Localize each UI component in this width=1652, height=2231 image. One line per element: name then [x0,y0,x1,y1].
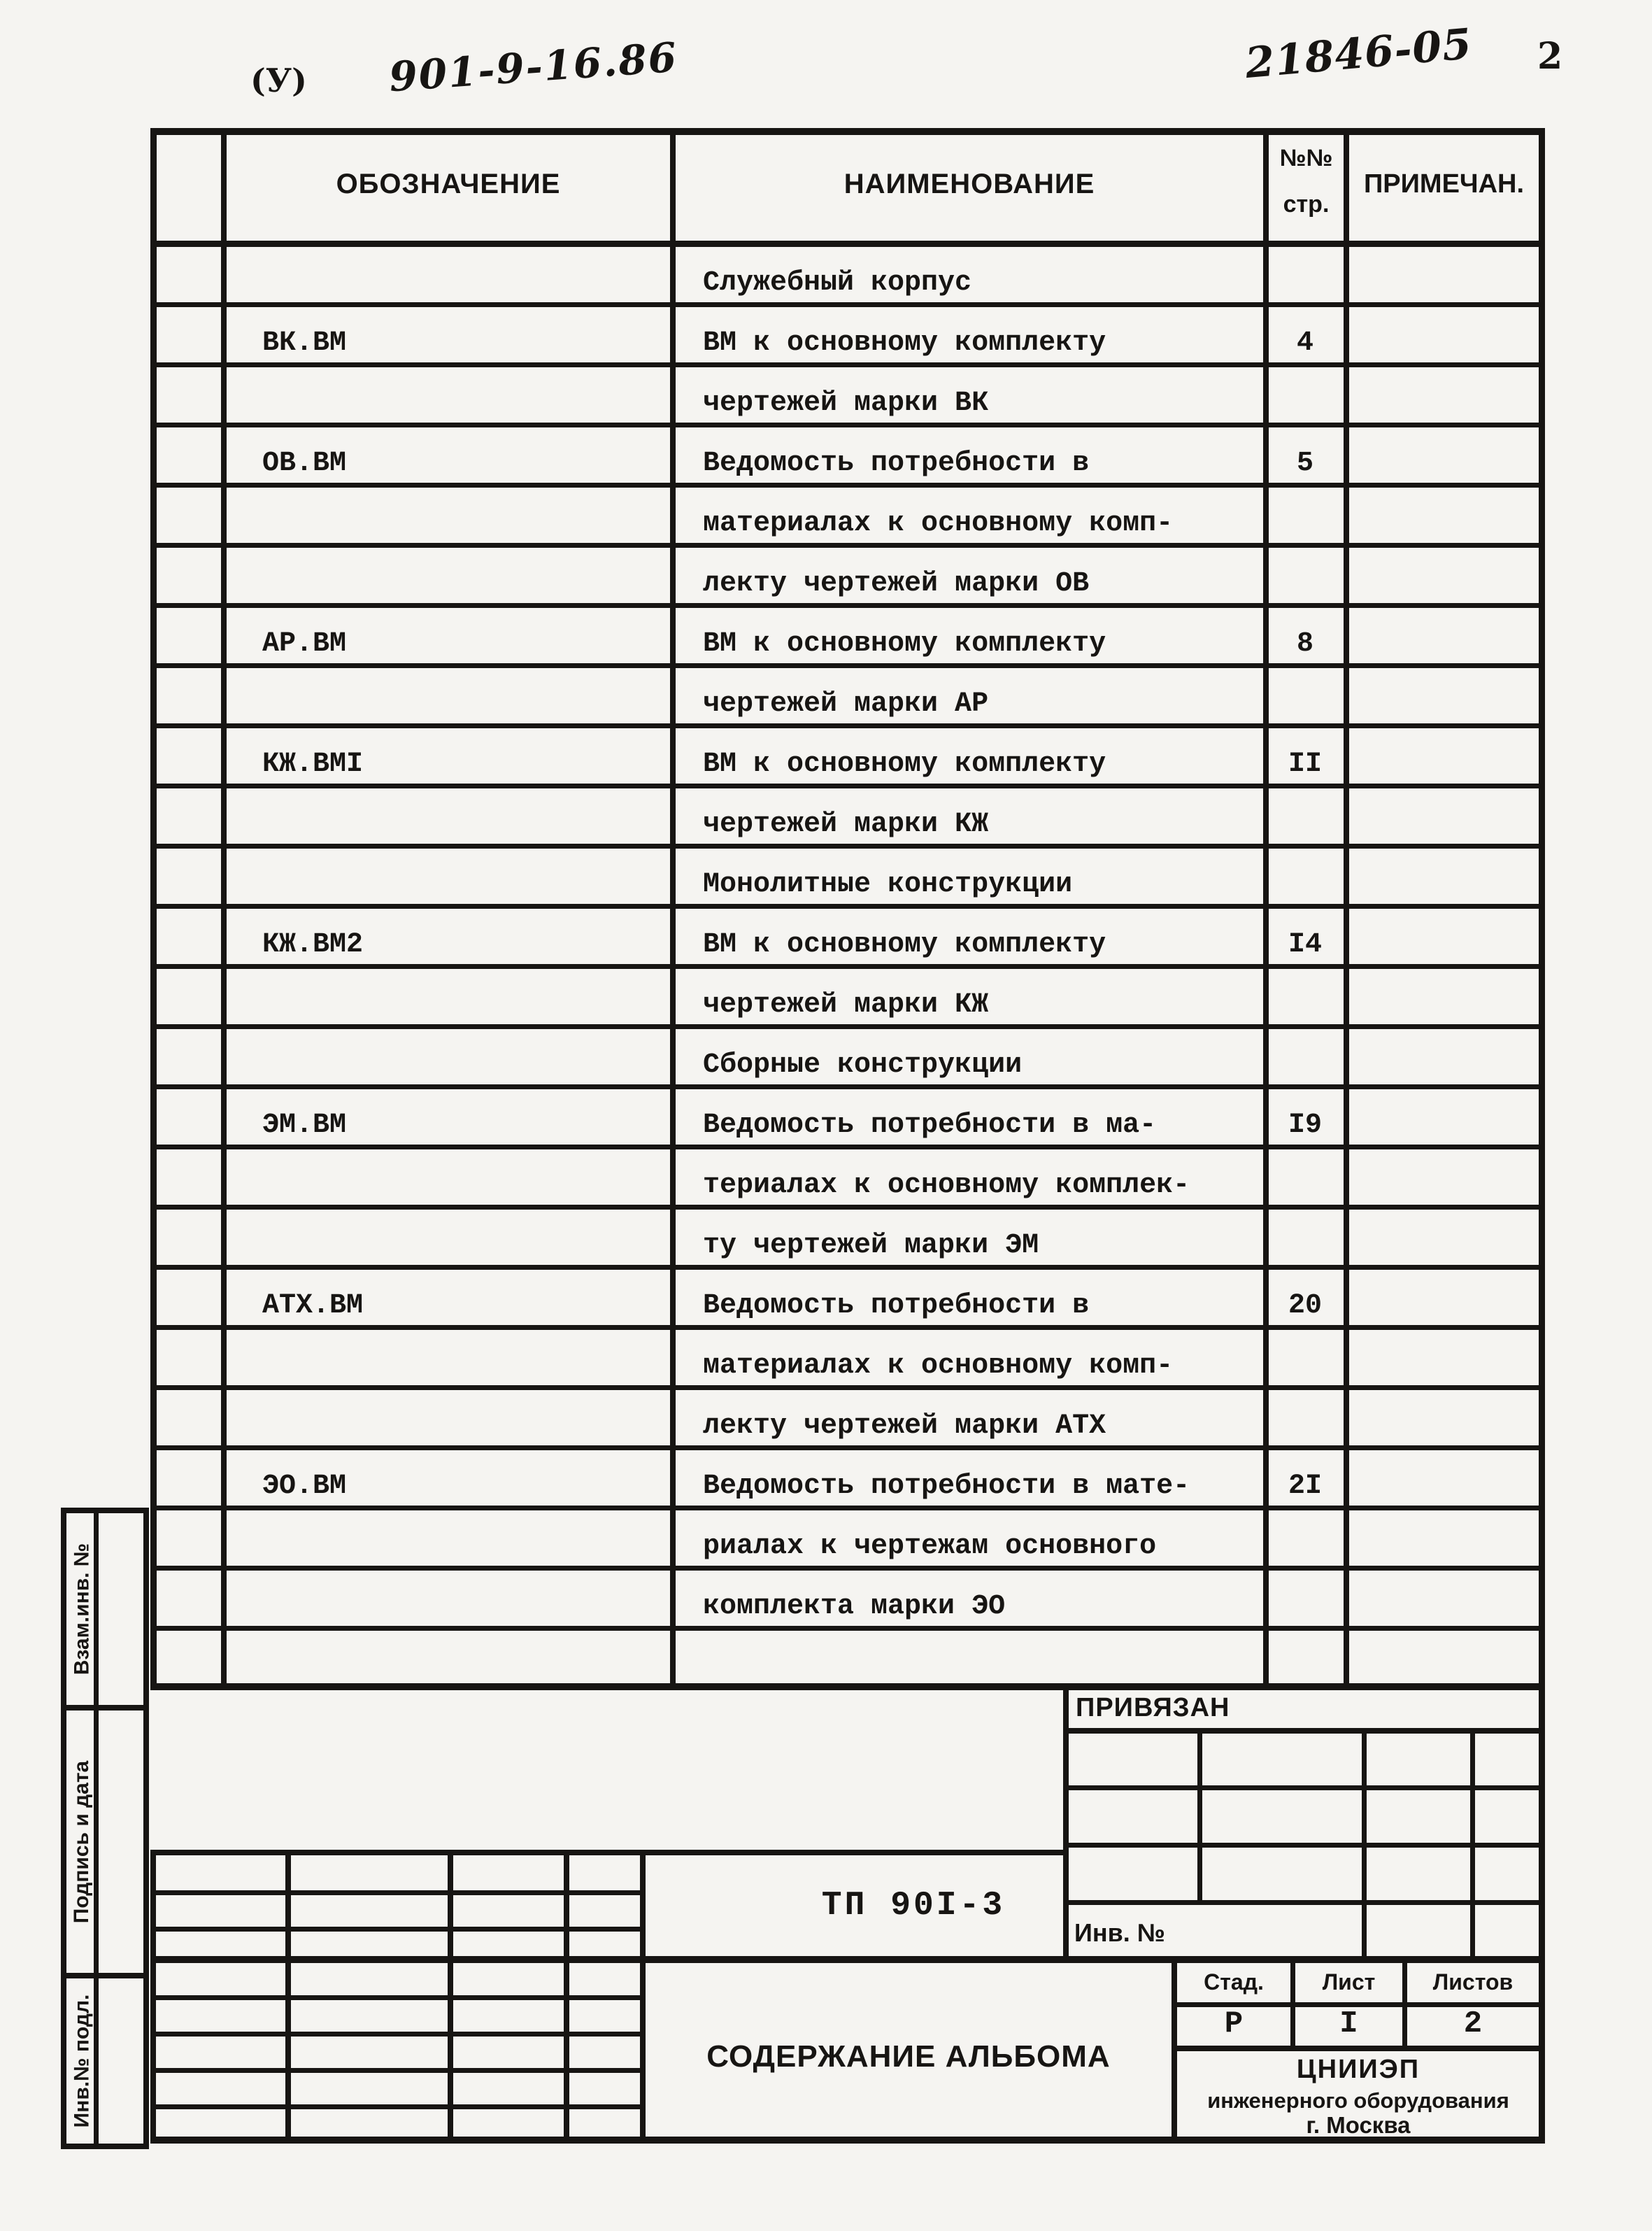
table-row [150,909,1544,969]
designation-cell: КЖ.ВМ2 [262,929,364,961]
name-cell: Ведомость потребности в ма- [703,1110,1157,1141]
sidebar-label-text: Инв.№ подл. [70,1994,94,2128]
designation-cell: АТХ.ВМ [262,1290,364,1322]
organization-descriptor: инженерного оборудования [1207,2088,1509,2113]
page-number-cell: 8 [1296,628,1313,660]
sheet-label: Лист [1322,1969,1376,1995]
name-cell: ВМ к основному комплекту [703,628,1106,660]
table-row [150,728,1544,788]
organization-city: г. Москва [1306,2112,1411,2138]
table-row [150,548,1544,608]
name-cell: Сборные конструкции [703,1049,1023,1081]
table-row [150,1571,1544,1631]
page-number-cell: 2I [1288,1471,1322,1502]
table-row [150,1149,1544,1210]
sidebar-label-text: Подпись и дата [70,1760,94,1923]
designation-cell: ЭО.ВМ [262,1471,347,1502]
table-row [150,1450,1544,1510]
table-row [150,1390,1544,1450]
column-header-pages-line1: №№ [1279,144,1333,171]
sheet-value: I [1339,2006,1358,2041]
designation-cell: ВК.ВМ [262,327,347,359]
name-cell: Ведомость потребности в [703,448,1090,479]
table-row [150,247,1544,307]
binding-label: ПРИВЯЗАН [1076,1693,1230,1722]
name-cell: ВМ к основному комплекту [703,327,1106,359]
designation-cell: ЭМ.ВМ [262,1110,347,1141]
series-mark: (У) [250,62,307,99]
table-row [150,1330,1544,1390]
name-cell: материалах к основному комп- [703,508,1174,539]
name-cell: чертежей марки ВК [703,388,989,419]
name-cell: ту чертежей марки ЭМ [703,1230,1039,1261]
name-cell: чертежей марки АР [703,688,989,720]
name-cell: Ведомость потребности в мате- [703,1471,1190,1502]
page-number: 2 [1537,35,1563,78]
table-row [150,608,1544,668]
page-number-cell: 20 [1288,1290,1322,1322]
inventory-number-label: Инв. № [1074,1918,1165,1947]
project-number-handwritten: 901-9-16.86 [387,33,680,101]
column-header-note: ПРИМЕЧАН. [1363,169,1525,199]
table-body [150,247,1544,1691]
grid-line [150,1927,646,1932]
sheets-value: 2 [1463,2006,1483,2041]
page-number-cell: II [1288,749,1322,780]
grid-line [150,241,1545,247]
table-row [150,488,1544,548]
inventory-number-handwritten: 21846-05 [1243,19,1474,89]
column-header-name: НАИМЕНОВАНИЕ [843,169,1095,199]
name-cell: лекту чертежей марки ОВ [703,568,1090,600]
table-row [150,788,1544,849]
table-row [150,969,1544,1029]
name-cell: лекту чертежей марки АТХ [703,1410,1106,1442]
column-header-pages-line2: стр. [1283,190,1330,218]
sheets-label: Листов [1432,1969,1514,1995]
page-number-cell: 5 [1296,448,1313,479]
grid-line [1172,2046,1545,2051]
page-number-cell: I4 [1288,929,1322,961]
sidebar-cell-inv-original [61,1973,149,2149]
sidebar-label-text: Взам.инв. № [70,1543,94,1676]
name-cell: ВМ к основному комплекту [703,749,1106,780]
album-title: СОДЕРЖАНИЕ АЛЬБОМА [706,2039,1111,2074]
stage-label: Стад. [1204,1969,1264,1995]
name-cell: материалах к основному комп- [703,1350,1174,1382]
grid-line [1197,1728,1202,1905]
sidebar-cell-replacement-inv [61,1508,149,1711]
stage-value: Р [1224,2006,1244,2041]
sidebar-label [66,1978,97,2144]
grid-line [640,1850,646,2144]
sidebar-label [66,1711,97,1973]
designation-cell: АР.ВМ [262,628,347,660]
page-number-cell: I9 [1288,1110,1322,1141]
name-cell: Монолитные конструкции [703,869,1073,900]
name-cell: Ведомость потребности в [703,1290,1090,1322]
page-number-cell: 4 [1296,327,1313,359]
table-row [150,1089,1544,1149]
sidebar-cell-signature-date [61,1705,149,1978]
table-row [150,1631,1544,1691]
grid-line [150,1890,646,1895]
grid-line [150,2032,646,2037]
designation-cell: КЖ.ВМI [262,749,364,780]
grid-line [1470,1728,1475,1960]
table-row [150,1029,1544,1089]
table-row [150,849,1544,909]
table-row [150,1210,1544,1270]
table-row [150,1510,1544,1571]
table-row [150,307,1544,367]
sidebar-label [66,1513,97,1705]
column-header-designation: ОБОЗНАЧЕНИЕ [336,169,561,199]
table-row [150,427,1544,488]
name-cell: чертежей марки КЖ [703,809,989,840]
designation-cell: ОВ.ВМ [262,448,347,479]
organization-name: ЦНИИЭП [1296,2054,1420,2084]
name-cell: чертежей марки КЖ [703,989,989,1021]
table-row [150,668,1544,728]
name-cell: риалах к чертежам основного [703,1531,1157,1562]
grid-line [94,1510,99,2147]
grid-line [150,1956,1545,1963]
table-row [150,1270,1544,1330]
name-cell: комплекта марки ЭО [703,1591,1006,1622]
name-cell: териалах к основному комплек- [703,1170,1190,1201]
grid-line [150,2104,646,2109]
grid-line [150,2068,646,2073]
grid-line [1362,1728,1367,1960]
name-cell: Служебный корпус [703,267,972,299]
name-cell: ВМ к основному комплекту [703,929,1106,961]
table-row [150,367,1544,427]
grid-line [150,1995,646,2000]
project-code: ТП 90I-3 [821,1887,1006,1925]
